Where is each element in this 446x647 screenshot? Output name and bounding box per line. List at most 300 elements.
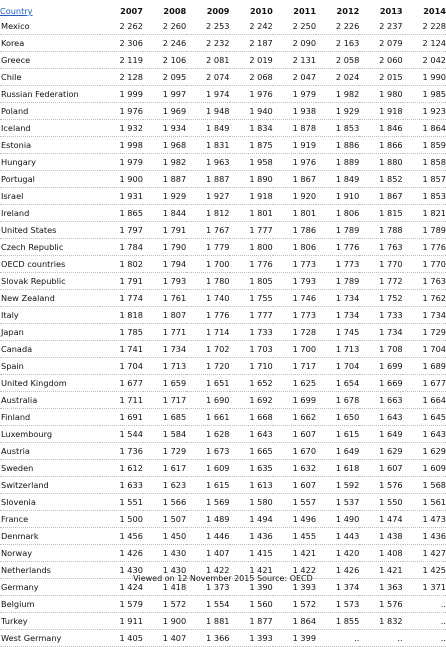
hours-cell: 1 729 — [143, 443, 186, 460]
hours-cell: 1 927 — [186, 188, 229, 205]
hours-cell: 1 654 — [316, 375, 359, 392]
hours-cell: 1 576 — [359, 596, 402, 613]
hours-cell: 2 128 — [100, 69, 143, 86]
hours-cell: 1 948 — [186, 103, 229, 120]
hours-cell: 1 734 — [359, 324, 402, 341]
hours-cell: 1 887 — [143, 171, 186, 188]
hours-cell: 1 745 — [316, 324, 359, 341]
table-row — [0, 426, 446, 443]
hours-cell: 1 607 — [273, 426, 316, 443]
hours-cell: 1 789 — [403, 222, 446, 239]
hours-cell: 1 784 — [100, 239, 143, 256]
country-name: Slovak Republic — [0, 273, 100, 290]
hours-cell: 1 652 — [230, 375, 273, 392]
hours-cell: 1 974 — [186, 86, 229, 103]
hours-cell: 1 699 — [359, 358, 402, 375]
hours-cell: 1 807 — [143, 307, 186, 324]
table-row — [0, 511, 446, 528]
table-row — [0, 443, 446, 460]
hours-cell: 1 734 — [316, 307, 359, 324]
country-name: Korea — [0, 35, 100, 52]
hours-cell: 1 700 — [186, 256, 229, 273]
hours-cell: 1 900 — [143, 613, 186, 630]
country-header — [0, 4, 100, 18]
hours-cell: 1 645 — [403, 409, 446, 426]
hours-cell: 1 979 — [273, 86, 316, 103]
hours-cell: 1 537 — [316, 494, 359, 511]
hours-cell: 1 373 — [186, 579, 229, 596]
hours-cell: 1 755 — [230, 290, 273, 307]
hours-cell: 1 629 — [403, 443, 446, 460]
table-row — [0, 545, 446, 562]
hours-cell: 1 802 — [100, 256, 143, 273]
table-row — [0, 239, 446, 256]
country-name: Poland — [0, 103, 100, 120]
hours-cell: 1 831 — [186, 137, 229, 154]
hours-cell: 1 711 — [100, 392, 143, 409]
hours-cell: 1 702 — [186, 341, 229, 358]
hours-cell: 1 685 — [143, 409, 186, 426]
hours-cell: 2 042 — [403, 52, 446, 69]
source-note: Viewed on 12 November 2015 Source: OECD — [133, 574, 313, 583]
country-sort-link[interactable]: Country — [0, 6, 33, 16]
hours-cell: 2 024 — [316, 69, 359, 86]
hours-cell: 1 998 — [100, 137, 143, 154]
country-name: Germany — [0, 579, 100, 596]
year-header: 2014 — [423, 6, 446, 16]
hours-cell: 1 494 — [230, 511, 273, 528]
hours-cell: 1 691 — [100, 409, 143, 426]
country-name: Netherlands — [0, 562, 100, 579]
hours-cell: 1 569 — [186, 494, 229, 511]
hours-cell: 1 550 — [359, 494, 402, 511]
hours-cell: 1 678 — [316, 392, 359, 409]
table-row — [0, 477, 446, 494]
hours-cell: 1 425 — [403, 562, 446, 579]
hours-cell: 2 306 — [100, 35, 143, 52]
hours-cell: 1 990 — [403, 69, 446, 86]
hours-cell: 1 544 — [100, 426, 143, 443]
hours-cell: 1 390 — [230, 579, 273, 596]
hours-cell: 1 615 — [316, 426, 359, 443]
table-row — [0, 596, 446, 613]
hours-cell: 1 878 — [273, 120, 316, 137]
hours-cell: 1 834 — [230, 120, 273, 137]
table-row — [0, 358, 446, 375]
hours-cell: 2 095 — [143, 69, 186, 86]
table-row — [0, 69, 446, 86]
table-row — [0, 120, 446, 137]
country-name: Portugal — [0, 171, 100, 188]
hours-cell: 1 420 — [316, 545, 359, 562]
hours-cell: 1 677 — [100, 375, 143, 392]
hours-cell: 1 573 — [316, 596, 359, 613]
hours-cell: 1 931 — [100, 188, 143, 205]
hours-cell: 2 068 — [230, 69, 273, 86]
hours-cell: 1 507 — [143, 511, 186, 528]
hours-cell: 1 474 — [359, 511, 402, 528]
hours-cell: 1 572 — [273, 596, 316, 613]
hours-cell: 1 418 — [143, 579, 186, 596]
hours-cell: 1 456 — [100, 528, 143, 545]
hours-cell: 1 853 — [403, 188, 446, 205]
country-name: Hungary — [0, 154, 100, 171]
hours-cell: 1 699 — [273, 392, 316, 409]
hours-cell: 1 426 — [100, 545, 143, 562]
hours-cell: 1 561 — [403, 494, 446, 511]
hours-cell: 1 393 — [273, 579, 316, 596]
hours-cell: 1 773 — [273, 307, 316, 324]
hours-cell: 1 662 — [273, 409, 316, 426]
table-row — [0, 375, 446, 392]
hours-cell: 1 554 — [186, 596, 229, 613]
hours-cell: 1 568 — [403, 477, 446, 494]
hours-cell: 1 886 — [316, 137, 359, 154]
hours-cell: 1 405 — [100, 630, 143, 647]
country-name: Luxembourg — [0, 426, 100, 443]
country-name: Slovenia — [0, 494, 100, 511]
hours-cell: 1 785 — [100, 324, 143, 341]
hours-cell: 1 999 — [100, 86, 143, 103]
hours-cell: 1 609 — [186, 460, 229, 477]
hours-cell: 1 717 — [273, 358, 316, 375]
hours-cell: 1 649 — [359, 426, 402, 443]
hours-cell: 1 932 — [100, 120, 143, 137]
table-row — [0, 341, 446, 358]
hours-cell: 1 976 — [230, 86, 273, 103]
hours-cell: 1 793 — [143, 273, 186, 290]
hours-cell: 1 776 — [186, 307, 229, 324]
hours-worked-table — [0, 4, 446, 647]
country-name: Switzerland — [0, 477, 100, 494]
hours-cell: 1 793 — [273, 273, 316, 290]
year-header: 2008 — [163, 6, 187, 16]
hours-cell: 1 489 — [186, 511, 229, 528]
header-row — [0, 4, 446, 18]
hours-cell: 1 776 — [316, 239, 359, 256]
hours-cell: 1 791 — [143, 222, 186, 239]
hours-cell: 1 733 — [359, 307, 402, 324]
hours-cell: 1 669 — [359, 375, 402, 392]
hours-cell: 1 399 — [273, 630, 316, 647]
hours-cell: 1 940 — [230, 103, 273, 120]
hours-cell: 1 659 — [143, 375, 186, 392]
hours-cell: 1 866 — [359, 137, 402, 154]
hours-cell: 1 857 — [403, 171, 446, 188]
hours-cell: 2 079 — [359, 35, 402, 52]
hours-cell: 1 651 — [186, 375, 229, 392]
hours-cell: 2 019 — [230, 52, 273, 69]
hours-cell: 1 875 — [230, 137, 273, 154]
hours-cell: 1 776 — [230, 256, 273, 273]
hours-cell: 1 890 — [230, 171, 273, 188]
hours-cell: 1 393 — [230, 630, 273, 647]
table-row — [0, 86, 446, 103]
hours-cell: 2 015 — [359, 69, 402, 86]
hours-cell: 2 081 — [186, 52, 229, 69]
country-name: OECD countries — [0, 256, 100, 273]
hours-cell: 1 703 — [230, 341, 273, 358]
hours-cell: 1 801 — [230, 205, 273, 222]
country-name: Sweden — [0, 460, 100, 477]
hours-cell: 1 982 — [316, 86, 359, 103]
hours-cell: 1 415 — [230, 545, 273, 562]
country-name: Turkey — [0, 613, 100, 630]
hours-cell: 1 664 — [403, 392, 446, 409]
hours-cell: 1 855 — [316, 613, 359, 630]
hours-cell: 1 790 — [143, 239, 186, 256]
country-name: Japan — [0, 324, 100, 341]
hours-cell: 1 910 — [316, 188, 359, 205]
hours-cell: 1 919 — [273, 137, 316, 154]
hours-cell: 1 900 — [100, 171, 143, 188]
hours-cell: 1 421 — [359, 562, 402, 579]
hours-cell: 1 629 — [359, 443, 402, 460]
hours-cell: 1 963 — [186, 154, 229, 171]
hours-cell: 2 047 — [273, 69, 316, 86]
country-name: Ireland — [0, 205, 100, 222]
table-row — [0, 630, 446, 647]
hours-cell: 1 791 — [100, 273, 143, 290]
hours-cell: 1 979 — [100, 154, 143, 171]
hours-cell: 1 635 — [230, 460, 273, 477]
table-row — [0, 171, 446, 188]
hours-cell: 1 734 — [143, 341, 186, 358]
hours-cell: 1 852 — [359, 171, 402, 188]
country-name: Russian Federation — [0, 86, 100, 103]
table-row — [0, 494, 446, 511]
hours-cell: 2 226 — [316, 18, 359, 35]
hours-cell: 1 690 — [186, 392, 229, 409]
hours-cell: .. — [316, 630, 359, 647]
hours-cell: 1 490 — [316, 511, 359, 528]
hours-cell: 1 997 — [143, 86, 186, 103]
hours-cell: 1 496 — [273, 511, 316, 528]
hours-cell: 1 579 — [100, 596, 143, 613]
table-row — [0, 409, 446, 426]
hours-cell: 1 911 — [100, 613, 143, 630]
hours-cell: 1 592 — [316, 477, 359, 494]
hours-cell: 1 776 — [403, 239, 446, 256]
country-name: United Kingdom — [0, 375, 100, 392]
hours-cell: 1 938 — [273, 103, 316, 120]
hours-cell: 1 733 — [230, 324, 273, 341]
hours-cell: 1 969 — [143, 103, 186, 120]
hours-cell: 1 818 — [100, 307, 143, 324]
hours-cell: 1 958 — [230, 154, 273, 171]
hours-cell: 1 985 — [403, 86, 446, 103]
year-header: 2009 — [206, 6, 230, 16]
hours-cell: 1 849 — [316, 171, 359, 188]
hours-cell: 1 576 — [359, 477, 402, 494]
hours-cell: 1 613 — [230, 477, 273, 494]
hours-cell: 1 670 — [273, 443, 316, 460]
hours-cell: 1 607 — [273, 477, 316, 494]
hours-cell: 1 741 — [100, 341, 143, 358]
hours-cell: 1 649 — [316, 443, 359, 460]
hours-cell: 1 551 — [100, 494, 143, 511]
hours-cell: 1 618 — [316, 460, 359, 477]
hours-cell: 1 887 — [186, 171, 229, 188]
hours-cell: 1 446 — [186, 528, 229, 545]
table-row — [0, 324, 446, 341]
hours-cell: 1 858 — [403, 154, 446, 171]
hours-cell: 1 929 — [143, 188, 186, 205]
hours-cell: 1 889 — [316, 154, 359, 171]
hours-cell: 1 692 — [230, 392, 273, 409]
country-name: Australia — [0, 392, 100, 409]
hours-cell: 1 812 — [186, 205, 229, 222]
hours-cell: .. — [403, 613, 446, 630]
hours-cell: 2 260 — [143, 18, 186, 35]
country-name: West Germany — [0, 630, 100, 647]
hours-cell: 1 736 — [100, 443, 143, 460]
hours-cell: 1 923 — [403, 103, 446, 120]
hours-cell: 1 422 — [186, 562, 229, 579]
hours-cell: 1 880 — [359, 154, 402, 171]
table-row — [0, 290, 446, 307]
hours-cell: 1 643 — [230, 426, 273, 443]
hours-cell: 1 607 — [359, 460, 402, 477]
hours-cell: 1 566 — [143, 494, 186, 511]
hours-cell: 1 700 — [273, 341, 316, 358]
hours-cell: 1 934 — [143, 120, 186, 137]
country-name: Chile — [0, 69, 100, 86]
hours-cell: 1 661 — [186, 409, 229, 426]
hours-cell: 2 228 — [403, 18, 446, 35]
hours-cell: 1 713 — [143, 358, 186, 375]
hours-cell: 1 371 — [403, 579, 446, 596]
table-row — [0, 392, 446, 409]
hours-cell: 1 774 — [100, 290, 143, 307]
hours-cell: 1 438 — [359, 528, 402, 545]
hours-cell: 1 864 — [403, 120, 446, 137]
hours-cell: 1 617 — [143, 460, 186, 477]
hours-cell: 1 982 — [143, 154, 186, 171]
hours-cell: 2 090 — [273, 35, 316, 52]
country-name: Mexico — [0, 18, 100, 35]
hours-cell: 1 789 — [316, 222, 359, 239]
year-header: 2007 — [120, 6, 143, 16]
hours-cell: 1 713 — [316, 341, 359, 358]
hours-cell: 2 187 — [230, 35, 273, 52]
hours-cell: 1 422 — [273, 562, 316, 579]
hours-cell: 1 436 — [403, 528, 446, 545]
hours-cell: 1 788 — [359, 222, 402, 239]
table-row — [0, 460, 446, 477]
hours-cell: 1 704 — [100, 358, 143, 375]
hours-cell: 1 805 — [230, 273, 273, 290]
table-row — [0, 103, 446, 120]
hours-cell: 1 720 — [186, 358, 229, 375]
table-row — [0, 35, 446, 52]
hours-cell: 1 632 — [273, 460, 316, 477]
hours-cell: 1 815 — [359, 205, 402, 222]
hours-cell: 1 426 — [316, 562, 359, 579]
table-row — [0, 222, 446, 239]
hours-cell: 1 773 — [316, 256, 359, 273]
hours-cell: 1 844 — [143, 205, 186, 222]
year-header: 2012 — [336, 6, 360, 16]
hours-cell: 1 580 — [230, 494, 273, 511]
hours-cell: 1 665 — [230, 443, 273, 460]
hours-cell: 1 797 — [100, 222, 143, 239]
hours-cell: 1 859 — [403, 137, 446, 154]
hours-cell: 1 714 — [186, 324, 229, 341]
country-name: Denmark — [0, 528, 100, 545]
hours-cell: 1 729 — [403, 324, 446, 341]
hours-cell: 1 443 — [316, 528, 359, 545]
hours-cell: 1 436 — [230, 528, 273, 545]
hours-cell: 1 832 — [359, 613, 402, 630]
hours-cell: .. — [359, 630, 402, 647]
country-name: Estonia — [0, 137, 100, 154]
country-name: United States — [0, 222, 100, 239]
hours-cell: 1 673 — [186, 443, 229, 460]
hours-cell: 1 407 — [143, 630, 186, 647]
hours-cell: 1 767 — [186, 222, 229, 239]
hours-cell: 1 980 — [359, 86, 402, 103]
country-name: New Zealand — [0, 290, 100, 307]
hours-cell: 1 777 — [230, 307, 273, 324]
country-name: Norway — [0, 545, 100, 562]
table-row — [0, 613, 446, 630]
hours-cell: 1 650 — [316, 409, 359, 426]
hours-cell: 2 058 — [316, 52, 359, 69]
hours-cell: 1 572 — [143, 596, 186, 613]
hours-cell: 1 708 — [359, 341, 402, 358]
hours-cell: 1 849 — [186, 120, 229, 137]
hours-cell: 1 584 — [143, 426, 186, 443]
table-row — [0, 137, 446, 154]
hours-cell: 1 612 — [100, 460, 143, 477]
hours-cell: 2 250 — [273, 18, 316, 35]
hours-cell: 1 853 — [316, 120, 359, 137]
table-row — [0, 256, 446, 273]
hours-cell: 1 500 — [100, 511, 143, 528]
hours-cell: 1 560 — [230, 596, 273, 613]
hours-cell: 2 119 — [100, 52, 143, 69]
hours-cell: 1 643 — [403, 426, 446, 443]
hours-cell: 1 421 — [273, 545, 316, 562]
table-row — [0, 273, 446, 290]
table-row — [0, 528, 446, 545]
hours-cell: 1 430 — [143, 545, 186, 562]
hours-cell: 1 976 — [100, 103, 143, 120]
hours-cell: 1 867 — [273, 171, 316, 188]
country-name: France — [0, 511, 100, 528]
hours-cell: 1 771 — [143, 324, 186, 341]
table-row — [0, 154, 446, 171]
hours-cell: 1 772 — [359, 273, 402, 290]
hours-cell: 2 124 — [403, 35, 446, 52]
hours-cell: 1 689 — [403, 358, 446, 375]
hours-cell: 1 424 — [100, 579, 143, 596]
hours-cell: 1 430 — [143, 562, 186, 579]
hours-cell: 2 232 — [186, 35, 229, 52]
hours-cell: 1 615 — [186, 477, 229, 494]
hours-cell: 2 246 — [143, 35, 186, 52]
hours-cell: 1 430 — [100, 562, 143, 579]
hours-cell: 1 643 — [359, 409, 402, 426]
table-row — [0, 52, 446, 69]
country-name: Greece — [0, 52, 100, 69]
hours-cell: 1 740 — [186, 290, 229, 307]
hours-cell: .. — [403, 630, 446, 647]
hours-cell: 1 761 — [143, 290, 186, 307]
hours-cell: 1 762 — [403, 290, 446, 307]
hours-cell: 1 710 — [230, 358, 273, 375]
